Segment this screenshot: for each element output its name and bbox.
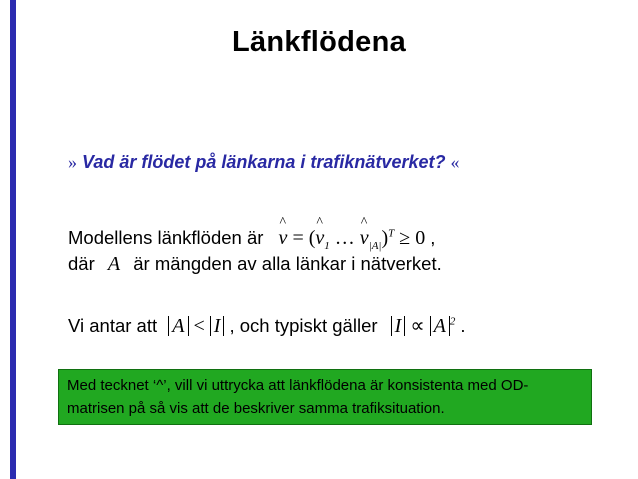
set-symbol-A: A [107,253,121,275]
proportional-sign: ∝ [410,315,425,337]
left-accent-bar [10,0,16,479]
assume-line [68,313,466,338]
ellipsis: … [334,227,355,249]
less-than: < [193,315,205,337]
question-text: Vad är flödet på länkarna i trafiknätverket? [82,152,446,172]
proportional-formula [391,315,461,337]
abs-A: A [168,316,188,336]
close-guillemet: « [450,152,460,172]
question-line [68,152,460,173]
set-line [68,253,442,276]
assume-middle: , och typiskt gäller [229,315,378,336]
subscript-1: 1 [324,240,330,252]
assume-prefix: Vi antar att [68,315,158,336]
flow-vector-formula [278,227,431,252]
square-exponent: 2 [449,315,456,328]
abs-A-2: A [430,316,450,336]
equals-sign: = [292,227,304,249]
model-suffix: , [430,227,436,248]
open-guillemet: » [68,152,77,172]
transpose-T: T [388,227,395,240]
v1-hat: ^ v [315,227,324,250]
zero: 0 [415,227,426,249]
assume-suffix: . [460,315,466,336]
abs-I-2: I [391,316,406,336]
model-prefix: Modellens länkflöden är [68,227,264,248]
abs-I: I [210,316,225,336]
vA-hat: ^ v [360,227,369,250]
set-prefix: där [68,253,95,274]
subscript-A: |A| [368,240,382,252]
ge-sign: ≥ [399,227,411,249]
cardinality-inequality [168,315,229,337]
open-paren: ( [308,227,316,249]
close-paren: ) [381,227,389,249]
model-line [68,227,435,252]
v-hat: ^ v [279,227,288,250]
set-text: är mängden av alla länkar i nätverket. [133,253,442,274]
note-box: Med tecknet ‘^’, vill vi uttrycka att länkflödena är konsistenta med OD-matrisen på så vis att de beskriver samma trafiksituation. [58,369,592,425]
slide-title: Länkflödena [231,26,407,58]
